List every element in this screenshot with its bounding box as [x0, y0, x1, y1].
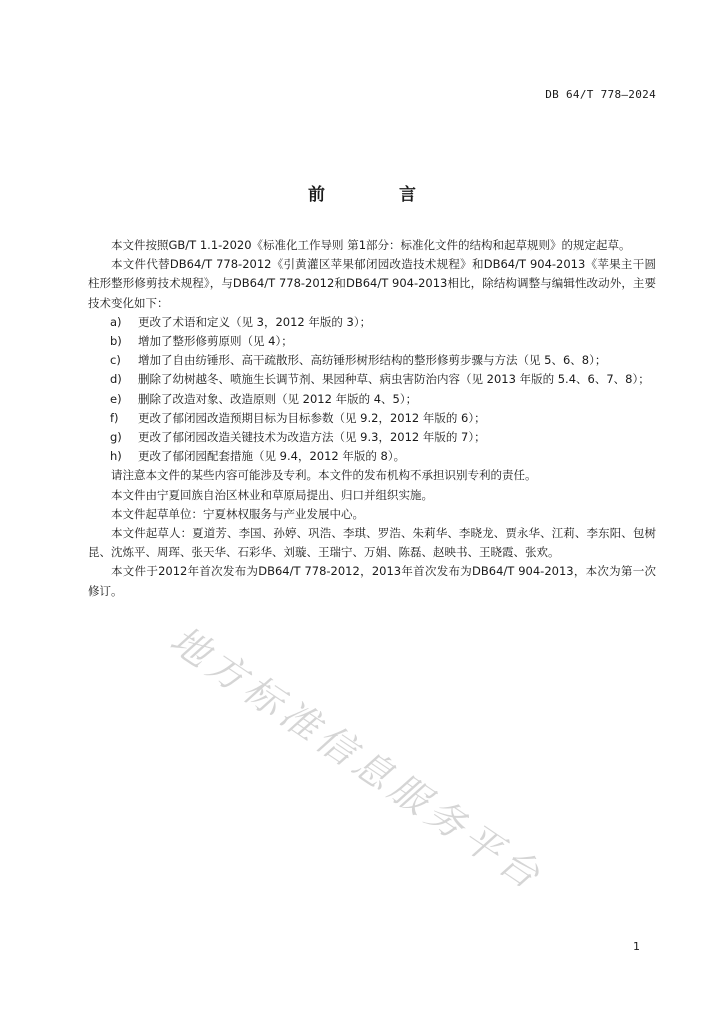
change-item: [88, 447, 656, 466]
change-text: 删除了幼树越冬、喷施生长调节剂、果园种草、病虫害防治内容（见 2013 年版的 5.4、6、7、8）；: [138, 372, 650, 387]
paragraph-history: 本文件于2012年首次发布为DB64/T 778-2012，2013年首次发布为DB64/T 904-2013，本次为第一次修订。: [88, 564, 656, 598]
paragraph-patent-notice: 请注意本文件的某些内容可能涉及专利。本文件的发布机构不承担识别专利的责任。: [111, 468, 537, 483]
foreword-body: [88, 236, 656, 601]
watermark: 地方标准信息服务平台: [162, 617, 552, 900]
change-text: 更改了郁闭园改造预期目标为目标参数（见 9.2，2012 年版的 6）；: [138, 410, 486, 425]
paragraph-proposer: 本文件由宁夏回族自治区林业和草原局提出、归口并组织实施。: [111, 487, 433, 502]
change-item: [88, 313, 656, 332]
change-mark: c): [110, 353, 121, 368]
change-text: 增加了整形修剪原则（见 4）；: [138, 334, 293, 349]
change-text: 删除了改造对象、改造原则（见 2012 年版的 4、5）；: [138, 391, 418, 406]
paragraph-drafters: 本文件起草人：夏道芳、李国、孙婷、巩浩、李琪、罗浩、朱莉华、李晓龙、贾永华、江莉、李东阳、包树昆、沈炼平、周珲、张天华、石彩华、刘璇、王瑞宁、万娟、陈磊、赵映书、王晓霞、张欢。: [88, 526, 656, 560]
change-mark: e): [110, 391, 122, 406]
page-title: 前 言: [308, 185, 450, 205]
paragraph-drafting-unit: 本文件起草单位：宁夏林权服务与产业发展中心。: [111, 506, 364, 521]
paragraph-standard-basis: 本文件按照GB/T 1.1-2020《标准化工作导则 第1部分：标准化文件的结构和起草规则》的规定起草。: [111, 238, 631, 252]
change-item: [88, 332, 656, 351]
change-text: 更改了术语和定义（见 3，2012 年版的 3）；: [138, 314, 372, 329]
change-mark: f): [110, 410, 119, 425]
change-mark: d): [110, 372, 122, 387]
change-mark: b): [110, 334, 122, 349]
page-number: 1: [633, 940, 640, 953]
change-item: [88, 409, 656, 428]
change-item: [88, 370, 656, 389]
change-item: [88, 390, 656, 409]
paragraph-replacement: 本文件代替DB64/T 778-2012《引黄灌区苹果郁闭园改造技术规程》和DB64/T 904-2013《苹果主干圆柱形整形修剪技术规程》，与DB64/T 778-2012和DB64/T 904-2013相比，除结构调整与编辑性改动外，主要技术变化如下：: [88, 257, 656, 310]
change-mark: g): [110, 430, 122, 445]
document-code: DB 64/T 778—2024: [545, 88, 656, 101]
change-mark: a): [110, 314, 122, 329]
change-text: 更改了郁闭园改造关键技术为改造方法（见 9.3，2012 年版的 7）；: [138, 430, 486, 445]
change-item: [88, 428, 656, 447]
change-text: 更改了郁闭园配套措施（见 9.4，2012 年版的 8）。: [138, 449, 406, 464]
change-text: 增加了自由纺锤形、高干疏散形、高纺锤形树形结构的整形修剪步骤与方法（见 5、6、8）；: [138, 353, 607, 368]
change-mark: h): [110, 449, 122, 464]
change-item: [88, 351, 656, 370]
